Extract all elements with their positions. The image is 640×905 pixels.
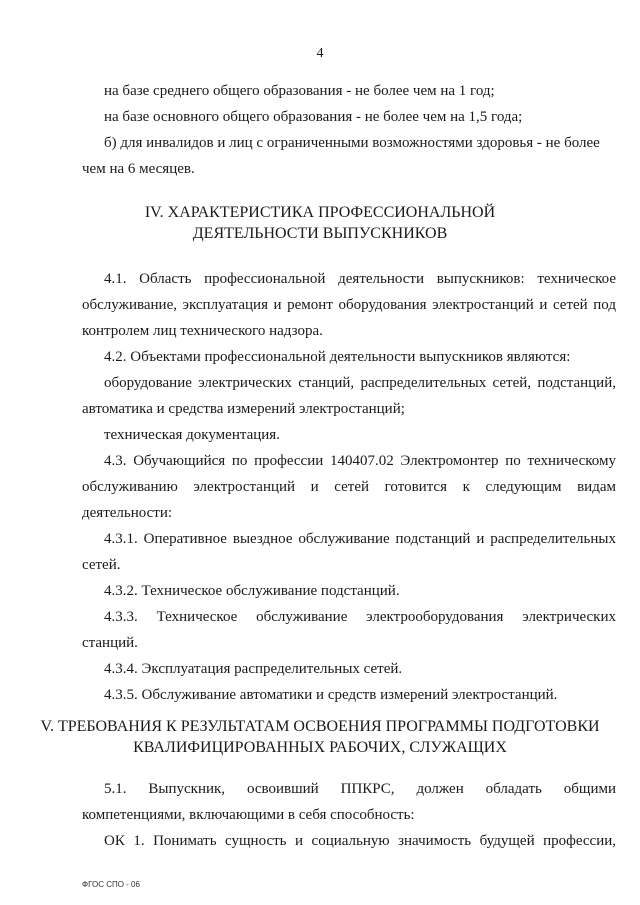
para-ok1: ОК 1. Понимать сущность и социальную значимость будущей профессии, <box>104 833 616 849</box>
section-5-title-line1: V. ТРЕБОВАНИЯ К РЕЗУЛЬТАТАМ ОСВОЕНИЯ ПРОГРАММЫ ПОДГОТОВКИ <box>40 718 600 735</box>
section-4-heading <box>0 202 640 244</box>
para-4-1-line2: обслуживание, эксплуатация и ремонт оборудования электростанций и сетей под <box>82 297 616 313</box>
para-4-3-1-line2: сетей. <box>82 557 121 573</box>
para-4-3-3-line1: 4.3.3. Техническое обслуживание электрооборудования электрических <box>104 609 616 625</box>
section-4-title-line1: IV. ХАРАКТЕРИСТИКА ПРОФЕССИОНАЛЬНОЙ <box>144 204 496 221</box>
para-4-3-4: 4.3.4. Эксплуатация распределительных сетей. <box>104 661 403 677</box>
section-4-body <box>82 266 616 708</box>
para-4-3-1-line1: 4.3.1. Оперативное выездное обслуживание подстанций и распределительных <box>104 531 616 547</box>
section-5-heading <box>0 716 640 758</box>
text-line: чем на 6 месяцев. <box>82 161 195 177</box>
text-line: б) для инвалидов и лиц с ограниченными возможностями здоровья - не более <box>104 135 600 151</box>
para-4-3-line2: обслуживанию электростанций и сетей готовится к следующим видам деятельности: <box>82 479 616 521</box>
para-objects-2: техническая документация. <box>104 427 280 443</box>
para-objects-1-line2: автоматика и средства измерений электростанций; <box>82 401 405 417</box>
para-5-1-line2: компетенциями, включающими в себя способность: <box>82 807 415 823</box>
para-4-3-5: 4.3.5. Обслуживание автоматики и средств измерений электростанций. <box>104 687 558 703</box>
para-objects-1-line1: оборудование электрических станций, распределительных сетей, подстанций, <box>104 375 616 391</box>
section-5-body <box>82 776 616 854</box>
text-line: на базе основного общего образования - не более чем на 1,5 года; <box>104 109 523 125</box>
footer-code: ФГОС СПО - 06 <box>82 880 140 889</box>
para-5-1-line1: 5.1. Выпускник, освоивший ППКРС, должен обладать общими <box>104 781 616 797</box>
para-4-1-line3: контролем лиц технического надзора. <box>82 323 323 339</box>
top-continuation-end <box>82 156 616 182</box>
text-line: на базе среднего общего образования - не более чем на 1 год; <box>104 83 495 99</box>
para-4-2: 4.2. Объектами профессиональной деятельности выпускников являются: <box>104 349 571 365</box>
para-4-1-line1: 4.1. Область профессиональной деятельности выпускников: техническое <box>104 271 616 287</box>
section-4-title-line2: ДЕЯТЕЛЬНОСТИ ВЫПУСКНИКОВ <box>192 225 448 242</box>
page-number: 4 <box>316 46 324 61</box>
para-4-3-3-line2: станций. <box>82 635 138 651</box>
para-4-3-line1: 4.3. Обучающийся по профессии 140407.02 Электромонтер по техническому <box>104 453 616 469</box>
para-4-3-2: 4.3.2. Техническое обслуживание подстанций. <box>104 583 400 599</box>
section-5-title-line2: КВАЛИФИЦИРОВАННЫХ РАБОЧИХ, СЛУЖАЩИХ <box>133 739 507 756</box>
top-continuation <box>104 78 616 156</box>
